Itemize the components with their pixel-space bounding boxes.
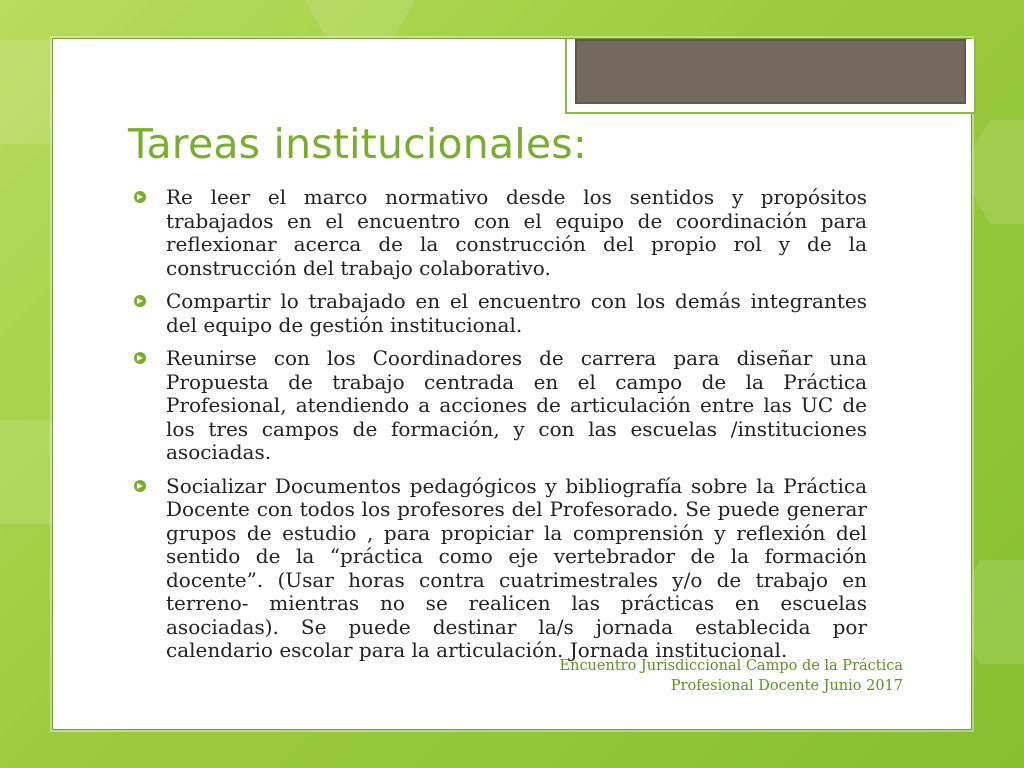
- header-image-frame: [565, 39, 976, 114]
- footer-line: Encuentro Jurisdiccional Campo de la Práctica: [559, 658, 903, 674]
- bullet-text: Re leer el marco normativo desde los sentidos y propósitos trabajados en el encuentro con el equipo de coordinación para reflexionar acerca de la construcción del propio rol y de la construcción del trabajo colaborativo.: [166, 185, 867, 280]
- bullet-list: [134, 186, 867, 673]
- arrow-circle-icon: [134, 352, 146, 364]
- bullet-text: Socializar Documentos pedagógicos y bibliografía sobre la Práctica Docente con todos los profesores del Profesorado. Se puede generar grupos de estudio , para propiciar la comprensión y reflexión del sentido de la “práctica como eje vertebrador de la formación docente”. (Usar horas contra cuatrimestrales y/o de trabajo en terreno- mientras no se realicen las prácticas en escuelas asociadas). Se puede destinar la/s jornada establecida por calendario escolar para la articulación. Jornada institucional.: [166, 473, 867, 662]
- arrow-circle-icon: [134, 480, 146, 492]
- header-image: [575, 39, 966, 104]
- slide-footer: [560, 656, 903, 696]
- list-item: [134, 347, 867, 465]
- footer-line: Profesional Docente Junio 2017: [670, 678, 903, 694]
- bullet-text: Reunirse con los Coordinadores de carrera para diseñar una Propuesta de trabajo centrada en el campo de la Práctica Profesional, atendiendo a acciones de articulación entre las UC de los tres campos de formación, y con las escuelas /instituciones asociadas.: [166, 346, 867, 464]
- bullet-text: Compartir lo trabajado en el encuentro con los demás integrantes del equipo de gestión institucional.: [166, 289, 867, 337]
- arrow-circle-icon: [134, 191, 146, 203]
- arrow-circle-icon: [134, 295, 146, 307]
- list-item: [134, 186, 867, 280]
- slide-title: Tareas institucionales:: [128, 120, 587, 168]
- list-item: [134, 475, 867, 663]
- list-item: [134, 290, 867, 337]
